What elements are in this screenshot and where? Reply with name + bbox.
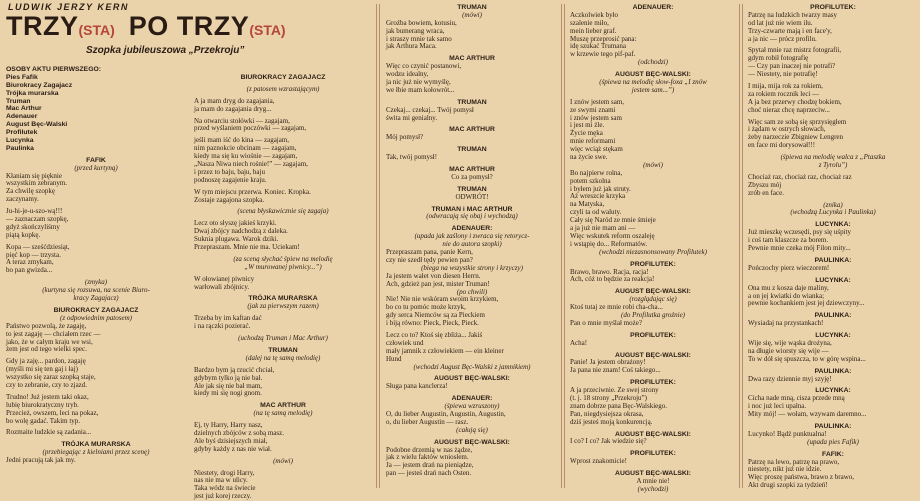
verse-line: Ja — jestem drań na pieniądze, xyxy=(386,461,474,470)
stage-direction: kracy Zagajacz) xyxy=(73,294,119,303)
verse-line: kiedy ma się ku wiośnie — zagajam, xyxy=(194,152,298,161)
verse-line: mnie reformami xyxy=(570,137,616,146)
verse-line: niestety, nikt już nie idzie. xyxy=(748,465,822,474)
stage-direction: „W murowanej piwnicy...”) xyxy=(244,262,322,271)
speaker-name: PROFILUTEK: xyxy=(630,379,676,387)
verse-line: warłowali zbójnicy. xyxy=(194,282,250,291)
verse-line: czy to zebranie, czy to zjazd. xyxy=(6,380,88,389)
verse-line: Jedni pracują tak jak my. xyxy=(6,456,76,465)
stage-direction: (przebiegając z kielniami przez scenę) xyxy=(42,448,150,457)
verse-line: jest już korej rzeczy. xyxy=(194,492,252,501)
verse-line: czy nie szedł tędy pewien pan? xyxy=(386,255,473,264)
verse-line: Trzy-czwarte mają i en face'y, xyxy=(748,26,832,35)
verse-line: pewnie kochankiem jest jej dziewczyny... xyxy=(748,299,865,308)
verse-line: znam dobrze pana Bęc-Walskiego. xyxy=(570,401,668,410)
column-divider-3 xyxy=(739,0,744,492)
verse-line: potem szkolna xyxy=(570,176,611,185)
verse-line: Pan, niegdysiejsza okrasa, xyxy=(570,409,644,418)
verse-line: przed wyślaniem poczówki — zagajam, xyxy=(194,124,307,133)
verse-line: Panie! Ja jestem obrażony! xyxy=(570,358,646,367)
verse-line: gdym robił fotografię xyxy=(748,54,809,63)
verse-line: lubię biurokratyczny tryb. xyxy=(6,400,79,409)
stage-direction: (wchodzi niezasnonsowany Profilutek) xyxy=(599,247,707,256)
stage-direction: (wchodzą Lucynka i Paulinka) xyxy=(790,208,876,217)
verse-line: Na otwarciu stołówki — zagajam, xyxy=(194,116,290,125)
text-column-1 xyxy=(6,66,186,488)
stage-direction: (odwracają się obaj i wychodzą) xyxy=(426,212,518,221)
verse-line: nim paznokcie obcinam — zagajam, xyxy=(194,144,297,153)
verse-line: Aż wreszcie krzyka xyxy=(570,192,626,201)
verse-line: Wprost znakomicie! xyxy=(570,457,627,466)
verse-line: nas nie ma w ulicy. xyxy=(194,476,248,485)
verse-line: — Czy pan inaczej nie potrafi? xyxy=(748,62,836,71)
verse-line: mein lieber graf. xyxy=(570,26,617,35)
verse-line: Ej, ty Harry, Harry nasz, xyxy=(194,421,263,430)
stage-direction: (śpiewa wzruszony) xyxy=(444,402,500,411)
verse-line: A mnie nie! xyxy=(636,476,670,485)
cast-list-entry: OSOBY AKTU PIERWSZEGO: xyxy=(6,66,102,73)
verse-line: Ja jestem wałet von diesen Herrn. xyxy=(386,271,481,280)
verse-line: Lucynko! Bądź punktualna! xyxy=(748,429,827,438)
verse-line: Trudno! Już jestem taki okaz, xyxy=(6,392,89,401)
verse-line: W ołowianej piwnicy xyxy=(194,274,255,283)
verse-line: na Matyska, xyxy=(570,200,605,209)
verse-line: — zaznaczam szopkę, xyxy=(6,215,69,224)
verse-line: Nie! Nie nie wskóram swoim krzykiem, xyxy=(386,295,499,304)
verse-line: ODWRÓT! xyxy=(455,192,489,201)
page-title xyxy=(6,11,376,45)
verse-line: i znów jestem sam xyxy=(570,113,622,122)
cast-list-entry: Trójka murarska xyxy=(6,89,59,97)
verse-line: żem jest od tego wielki spec. xyxy=(6,345,87,354)
verse-line: podnoszę zagajenie kraju. xyxy=(194,175,267,184)
speaker-name: ADENAUER: xyxy=(451,395,493,403)
verse-line: Więc proszę państwa, brawo z brawo, xyxy=(748,473,855,482)
verse-line: Co za pomysł? xyxy=(451,172,493,181)
verse-line: ja mam do zagajania dryg... xyxy=(194,104,272,113)
verse-line: i przez to baju, baju, baju xyxy=(194,167,265,176)
cast-list-entry: Paulinka xyxy=(6,144,34,152)
stage-direction: jestem sam...”) xyxy=(631,85,675,94)
verse-line: i biją równo: Pieck, Pieck, Pieck. xyxy=(386,319,479,328)
speaker-name: PROFILUTEK: xyxy=(630,260,676,268)
verse-line: O, du lieber Augustin, Augustin, Augustin, xyxy=(386,409,506,418)
verse-line: bo wolę gadać. Takim typ. xyxy=(6,416,81,425)
stage-direction: (uchodzą Truman i Mac Arthur) xyxy=(238,334,328,343)
verse-line: w krzewie tego pif-paf. xyxy=(570,50,636,59)
verse-line: Dwaj zbójcy nadchodzą z daleka. xyxy=(194,227,288,236)
verse-line: ze swymi znami xyxy=(570,105,616,114)
title-word-trzy: TRZY xyxy=(6,11,79,41)
verse-line: jako, że w całym kraju we wsi, xyxy=(6,337,93,346)
stage-direction: (dalej na tę samą melodię) xyxy=(245,353,321,362)
verse-line: wszystkim zebranym. xyxy=(6,179,68,188)
verse-line: i coś tam klaszcze za borem. xyxy=(748,236,829,245)
speaker-name: MAC ARTHUR xyxy=(449,126,495,134)
verse-line: na życie swe. xyxy=(570,153,608,162)
verse-line: Przecież, owszem, leci na pokaz, xyxy=(6,408,99,417)
stage-direction: (na tę samą melodię) xyxy=(253,409,313,418)
verse-line: i byłem już jak struty. xyxy=(570,184,631,193)
text-column-3 xyxy=(386,4,558,488)
speaker-name: LUCYNKA: xyxy=(815,387,851,395)
stage-direction: (mówi) xyxy=(643,160,663,169)
verse-line: Patrzę na lewo, patrzę na prawo, xyxy=(748,457,840,466)
verse-line: Zostaje zagajona szopka. xyxy=(194,195,265,204)
stage-direction: (śpiewa na melodię walca z „Ptaszka xyxy=(780,153,886,162)
speaker-name: PROFILUTEK: xyxy=(630,450,676,458)
speaker-name: TRUMAN xyxy=(268,346,298,354)
verse-line: Tak, twój pomysł! xyxy=(386,153,438,162)
verse-line: I znów jestem sam, xyxy=(570,97,625,106)
verse-line: szalenie miło, xyxy=(570,18,609,27)
cast-list-entry: Lucynka xyxy=(6,137,34,145)
verse-line: Mój pomysł? xyxy=(386,133,424,142)
verse-line: dziś jesteś moją konkurencją. xyxy=(570,417,653,426)
speaker-name: TRÓJKA MURARSKA xyxy=(248,295,318,303)
verse-line: Ach, cóż to będzie za reakcja! xyxy=(570,275,655,284)
verse-line: i na rączki pozierać. xyxy=(194,322,251,331)
verse-line: Kłaniam się pięknie xyxy=(6,171,62,180)
verse-line: bo pan gwizda... xyxy=(6,266,53,275)
verse-line: Państwo pozwolą, że zagaję, xyxy=(6,321,87,330)
verse-line: Zbyszu mój xyxy=(748,180,782,189)
verse-line: Życie męka xyxy=(570,129,603,138)
speaker-name: AUGUST BĘC-WALSKI: xyxy=(615,288,691,296)
verse-line: Kopa — sześćdziesiąt, xyxy=(6,242,70,251)
verse-line: Groźba bowiem, kotusiu, xyxy=(386,18,457,27)
stage-direction: (znika) xyxy=(823,200,843,209)
speaker-name: PAULINKA: xyxy=(814,422,852,430)
verse-line: Wysiadaj na przystankach! xyxy=(748,319,824,328)
stage-direction: (jak za pierwszym razem) xyxy=(247,302,319,311)
verse-line: (t. j. 18 strony „Przekroju”) xyxy=(570,393,647,402)
verse-line: gdy serca Niemców są za Pieckiem xyxy=(386,311,485,320)
cast-list-entry: Mac Arthur xyxy=(6,105,42,113)
speaker-name: TRÓJKA MURARSKA xyxy=(61,441,131,449)
verse-line: Taka wódz na świecie xyxy=(194,484,256,493)
verse-line: Więc co czynić postanowi, xyxy=(386,62,462,71)
verse-line: choć nieraz chcę naprzeciw... xyxy=(748,105,830,114)
speaker-name: LUCYNKA: xyxy=(815,221,851,229)
verse-line: jak bumerang wraca, xyxy=(386,26,445,35)
stage-direction: (scena błyskawicznie się zagaja) xyxy=(237,207,329,216)
speaker-name: AUGUST BĘC-WALSKI: xyxy=(615,71,691,79)
verse-line: więc wciąż stękam xyxy=(570,145,623,154)
verse-line: żeby narzeczie Zbigniew Lengren xyxy=(748,133,844,142)
verse-line: Ale byś dzisiejszych miał, xyxy=(194,436,268,445)
title-word-po-trzy: PO TRZY xyxy=(128,11,250,41)
verse-line: kiedy mi się nogi gnom. xyxy=(194,389,262,398)
speaker-name: LUCYNKA: xyxy=(815,276,851,284)
verse-line: Przepraszam. Mnie nie ma. Uciekam! xyxy=(194,243,300,252)
stage-direction: (z patosem wzrastającym) xyxy=(246,84,320,93)
verse-line: wodzu idealny, xyxy=(386,70,429,79)
verse-line: W tym miejscu przerwa. Koniec. Kropka. xyxy=(194,187,311,196)
speaker-name: TRUMAN xyxy=(457,98,487,106)
verse-line: a ja już nie mam ani — xyxy=(570,224,636,233)
speaker-name: PROFILUTEK: xyxy=(810,4,856,11)
cast-list-entry: Adenauer xyxy=(6,113,38,121)
verse-line: mały jamnik z człowiekiem — ein kleiner xyxy=(386,346,504,355)
column-divider-2 xyxy=(561,0,566,492)
verse-line: Spytał mnie raz mistrz fotografii, xyxy=(748,46,842,55)
stage-direction: (do Profilutka groźnie) xyxy=(620,310,686,319)
verse-line: A teraz zmykam, xyxy=(6,258,54,267)
verse-line: Pewnie mnie czeka mój Filon mity... xyxy=(748,244,851,253)
speaker-name: MAC ARTHUR xyxy=(449,166,495,174)
speaker-name: PROFILUTEK: xyxy=(630,331,676,339)
title-sta-1: (STA) xyxy=(78,22,115,38)
cast-list-entry: Truman xyxy=(6,97,31,105)
speaker-name: AUGUST BĘC-WALSKI: xyxy=(434,375,510,383)
speaker-name: AUGUST BĘC-WALSKI: xyxy=(615,351,691,359)
stage-direction: (biega na wszystkie strony i krzyczy) xyxy=(421,263,523,272)
cast-list-entry: August Bęc-Walski xyxy=(6,121,68,129)
verse-line: gdyż skończyliśmy xyxy=(6,222,60,231)
verse-line: A ja bez przerwy chodzę bokiem, xyxy=(748,97,842,106)
verse-line: A ja mam dryg do zagajania, xyxy=(194,96,275,105)
speaker-name: MAC ARTHUR xyxy=(260,402,306,410)
verse-line: Lecz co to? Ktoś się zbliża... Jakiś xyxy=(386,330,483,339)
verse-line: to jest zagaję — chciałem rzec — xyxy=(6,329,101,338)
speaker-name: ADENAUER: xyxy=(632,4,674,11)
speaker-name: AUGUST BĘC-WALSKI: xyxy=(615,470,691,478)
verse-line: Czekaj... czekaj... Twój pomysł xyxy=(386,105,474,114)
verse-line: Acha! xyxy=(570,338,588,347)
verse-line: czyli ta od waluty. xyxy=(570,208,622,217)
stage-direction: (całują się) xyxy=(456,425,488,434)
text-column-4 xyxy=(570,4,736,493)
cast-list-entry: Profilutek xyxy=(6,129,38,137)
verse-line: zaczynamy. xyxy=(6,195,39,204)
page-subtitle: Szopka jubileuszowa „Przekroju” xyxy=(86,45,245,56)
speaker-name: TRUMAN xyxy=(457,146,487,154)
stage-direction: (mówi) xyxy=(273,456,293,465)
cast-list-entry: Biurokracy Zagajacz xyxy=(6,81,73,89)
stage-direction: (zmyka) xyxy=(84,278,108,287)
cast-list-entry: Pies Fafik xyxy=(6,73,38,81)
stage-direction: nie do autora szopki) xyxy=(442,240,502,249)
speaker-name: TRUMAN xyxy=(457,185,487,193)
verse-line: Pończochy pierz wieczorem! xyxy=(748,263,830,272)
verse-line: Więc sam ze sobą się sprzysięgłem xyxy=(748,117,847,126)
verse-line: a ja nic — prócz profilu. xyxy=(748,34,817,43)
stage-direction: (mówi) xyxy=(462,10,482,19)
verse-line: na długie wiorsty się wije — xyxy=(748,346,829,355)
stage-direction: (upada pies Fafik) xyxy=(807,437,859,446)
stage-direction: (rozglądając się) xyxy=(629,295,677,304)
verse-line: Chociaż raz, chociaż raz, chociaż raz xyxy=(748,172,852,181)
speaker-name: MAC ARTHUR xyxy=(449,55,495,63)
verse-line: jeśli mam iść do kina — zagajam, xyxy=(194,136,290,145)
verse-line: człowiek und xyxy=(386,338,424,347)
verse-line: Bo najpierw rolna, xyxy=(570,168,623,177)
text-column-5 xyxy=(748,4,918,488)
verse-line: Za chwilę szopkę xyxy=(6,187,55,196)
verse-line: Wije się, wije wąska drożyna, xyxy=(748,338,832,347)
column-divider-1 xyxy=(376,0,381,492)
verse-line: Suknia plugawa. Warok dziki. xyxy=(194,235,279,244)
speaker-name: PAULINKA: xyxy=(814,312,852,320)
verse-line: wszystko się zaraz szopką staje, xyxy=(6,373,96,382)
title-sta-2: (STA) xyxy=(249,22,286,38)
speaker-name: PAULINKA: xyxy=(814,367,852,375)
verse-line: Aczkolwiek było xyxy=(570,10,619,19)
speaker-name: LUCYNKA: xyxy=(815,332,851,340)
verse-line: I mija, mija rok za rokiem, xyxy=(748,82,823,91)
stage-direction: (za sceną słychać śpiew na melodię xyxy=(233,254,333,263)
verse-line: To w dół się spuszcza, to w górę wspina... xyxy=(748,354,866,363)
verse-line: Ach, gdzież pan jest, mister Truman! xyxy=(386,279,490,288)
stage-direction: (odchodzi) xyxy=(638,58,668,67)
verse-line: Trzeba by im kaftan dać xyxy=(194,314,262,323)
verse-line: idę szukać Trumana xyxy=(570,42,626,51)
verse-line: piątą kopkę. xyxy=(6,230,41,239)
speaker-name: ADENAUER: xyxy=(451,225,493,233)
stage-direction: (wychodzi) xyxy=(637,484,669,493)
verse-line: Muszę przeprosić pana: xyxy=(570,34,637,43)
verse-line: (myśli mi się ten gaj i łaj) xyxy=(6,365,78,374)
verse-line: ja nic już nie wymyślę, xyxy=(386,78,451,87)
verse-line: „Nasza Niwa niech rośnie!” — zagajam, xyxy=(194,160,308,169)
speaker-name: TRUMAN i MAC ARTHUR xyxy=(431,205,513,213)
verse-line: Cicha nade mną, cisza przede mną xyxy=(748,394,845,403)
verse-line: pięć kop — trzysta. xyxy=(6,250,61,259)
verse-line: i wstąpię do... Reformatów. xyxy=(570,239,648,248)
verse-line: A ja przeciwnie. Ze swej strony xyxy=(570,386,659,395)
verse-line: en face mi dorysował!!! xyxy=(748,141,816,150)
verse-line: Pan o mnie myślał może? xyxy=(570,318,642,327)
verse-line: jak z wielu faktów wniosłem. xyxy=(386,453,469,462)
verse-line: Już mieszkę wczesędi, psy się uśpity xyxy=(748,228,852,237)
speaker-name: AUGUST BĘC-WALSKI: xyxy=(615,430,691,438)
verse-line: dzielnych zbójców z sobą masz. xyxy=(194,428,284,437)
verse-line: i noc już leci upalna. xyxy=(748,402,807,411)
verse-line: Niestety, drogi Harry, xyxy=(194,468,255,477)
stage-direction: (upada jak zaślony i zwraca się retorycz- xyxy=(414,232,530,241)
verse-line: od lat już nie wiem ilu. xyxy=(748,18,813,27)
verse-line: Patrzę na ludzkich twarzy masy xyxy=(748,10,838,19)
speaker-name: TRUMAN xyxy=(457,4,487,11)
speaker-name: FAFIK: xyxy=(822,450,844,458)
stage-direction: (przed kurtyną) xyxy=(74,163,118,172)
verse-line: I co? I co? Jak wiedzie się? xyxy=(570,437,647,446)
verse-line: we łbie mam kołowrót... xyxy=(386,85,455,94)
verse-line: Cały się Naród ze mnie śmieje xyxy=(570,216,656,225)
verse-line: za rokiem rocznik leci — xyxy=(748,89,820,98)
speaker-name: AUGUST BĘC-WALSKI: xyxy=(434,438,510,446)
author-byline: LUDWIK JERZY KERN xyxy=(8,2,129,12)
verse-line: i jest mi źle. xyxy=(570,121,605,130)
verse-line: o, du lieber Augustin — rasz. xyxy=(386,417,469,426)
verse-line: — Niestety, nie potrafię! xyxy=(748,70,818,79)
verse-line: Sługa pana kanclerza! xyxy=(386,382,448,391)
stage-direction: (śpiewa na melodię słow-foxa „I znów xyxy=(599,78,707,87)
verse-line: i straszy mnie tak samo xyxy=(386,34,452,43)
verse-line: bo co tu pomóc może krzyk, xyxy=(386,303,466,312)
verse-line: Brawo, brawo. Racja, racja! xyxy=(570,267,649,276)
stage-direction: z Tyrolu”) xyxy=(818,161,848,170)
verse-line: Mity mój! — wołam, wzywam daremno... xyxy=(748,410,867,419)
verse-line: Podobne drzemią w nas żądze, xyxy=(386,445,473,454)
stage-direction: (po chwili) xyxy=(456,287,488,296)
stage-direction: (z odpowiednim patosem) xyxy=(60,313,132,322)
verse-line: Ale jak się nie bał mam, xyxy=(194,381,263,390)
verse-line: Gdy ja zaję... pardon, zagaję xyxy=(6,357,86,366)
verse-line: świta mi genialny. xyxy=(386,113,438,122)
verse-line: Przepraszam pana, panie Kern, xyxy=(386,248,473,257)
speaker-name: BIUROKRACY ZAGAJACZ xyxy=(240,74,326,81)
verse-line: Ja pana nie znam! Coś takiego... xyxy=(570,366,661,375)
verse-line: Więc wskutek reform oszaleję xyxy=(570,231,655,240)
verse-line: a on jej kwiatki do wianka; xyxy=(748,291,825,300)
speaker-name: PAULINKA: xyxy=(814,256,852,264)
speaker-name: FAFIK xyxy=(86,156,106,164)
text-column-2 xyxy=(194,66,372,501)
verse-line: jak Arthura Maca. xyxy=(386,42,437,51)
verse-line: Lecz oto słyszę jakieś krzyki. xyxy=(194,219,277,228)
verse-line: Ktoś tutaj ze mnie robi cha-cha... xyxy=(570,303,663,312)
speaker-name: BIUROKRACY ZAGAJACZ xyxy=(53,306,139,314)
verse-line: Bardzo bym ją rzucić chciał, xyxy=(194,365,275,374)
verse-line: Ona mu z kosza daje maliny, xyxy=(748,283,829,292)
stage-direction: (wchodzi August Bęc-Walski z jamnikiem) xyxy=(413,362,531,371)
verse-line: Akt drugi szopki za tydzień! xyxy=(748,481,828,490)
verse-line: i żądam w ostrych słowach, xyxy=(748,125,826,134)
verse-line: pan — jesteś drań nach Osten. xyxy=(386,469,472,478)
verse-line: Dwa razy dziennie myj szyję! xyxy=(748,374,832,383)
verse-line: gdybym tylko ją nie bał. xyxy=(194,373,263,382)
stage-direction: (kurtyna się rozsuwa, na scenie Biuro- xyxy=(42,286,150,295)
verse-line: Hund xyxy=(386,354,402,363)
verse-line: gdyby każdy z nas nie wiał. xyxy=(194,444,272,453)
verse-line: Rozmaite ludzkie są zadania... xyxy=(6,428,92,437)
verse-line: Ju-hi-je-u-szo-wą!!! xyxy=(6,207,63,216)
verse-line: zrób en face. xyxy=(748,188,784,197)
